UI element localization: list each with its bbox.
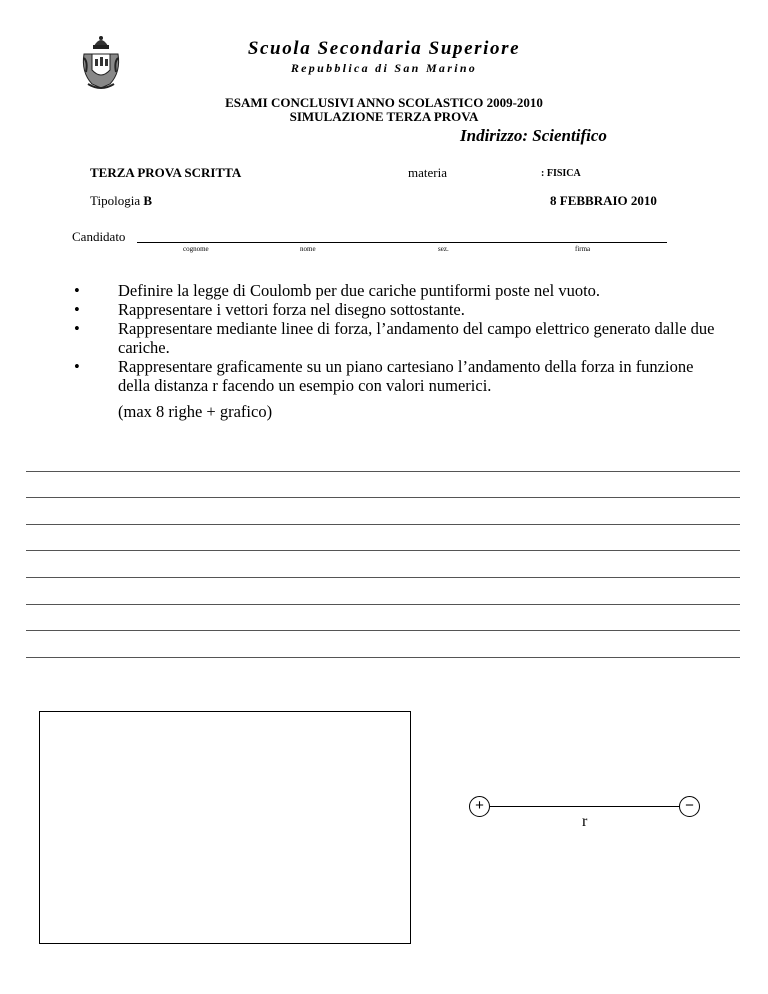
tipologia-value: B	[143, 193, 153, 208]
school-subtitle: Repubblica di San Marino	[290, 61, 478, 75]
answer-line[interactable]	[26, 577, 740, 578]
answer-line[interactable]	[26, 604, 740, 605]
question-item: • Rappresentare graficamente su un piano cartesiano l’andamento della forza in funzione della distanza r facendo un esempio con valori numerici.	[60, 357, 720, 395]
charge-distance-line	[490, 806, 680, 807]
answer-line[interactable]	[26, 550, 740, 551]
materia-label: materia	[408, 165, 447, 180]
exam-title-line-2: SIMULAZIONE TERZA PROVA	[289, 109, 479, 124]
answer-limit-note: (max 8 righe + grafico)	[118, 402, 273, 421]
answer-line[interactable]	[26, 497, 740, 498]
candidato-line[interactable]	[137, 242, 667, 243]
question-item: • Definire la legge di Coulomb per due cariche puntiformi poste nel vuoto.	[60, 281, 720, 300]
prova-title: TERZA PROVA SCRITTA	[90, 165, 242, 180]
indirizzo: Indirizzo: Scientifico	[460, 126, 607, 145]
school-name: Scuola Secondaria Superiore	[247, 38, 521, 59]
materia-value: : FISICA	[541, 168, 581, 179]
negative-charge: −	[679, 796, 700, 817]
candidato-label: Candidato	[72, 229, 126, 244]
questions-list	[60, 281, 720, 395]
answer-line[interactable]	[26, 524, 740, 525]
answer-line[interactable]	[26, 657, 740, 658]
field-firma: firma	[575, 245, 591, 253]
tipologia-label: Tipologia	[90, 193, 141, 208]
distance-label: r	[582, 813, 588, 830]
graph-box[interactable]	[39, 711, 411, 944]
exam-title-line-1: ESAMI CONCLUSIVI ANNO SCOLASTICO 2009-2010	[225, 95, 543, 110]
exam-title	[0, 96, 768, 124]
answer-line[interactable]	[26, 471, 740, 472]
answer-line[interactable]	[26, 630, 740, 631]
question-item: • Rappresentare i vettori forza nel disegno sottostante.	[60, 300, 720, 319]
positive-charge: +	[469, 796, 490, 817]
question-item: • Rappresentare mediante linee di forza, l’andamento del campo elettrico generato dalle due cariche.	[60, 319, 720, 357]
field-sez: sez.	[438, 245, 449, 253]
tipologia	[90, 193, 152, 209]
field-cognome: cognome	[183, 245, 209, 253]
field-nome: nome	[300, 245, 316, 253]
exam-date: 8 FEBBRAIO 2010	[550, 193, 657, 208]
